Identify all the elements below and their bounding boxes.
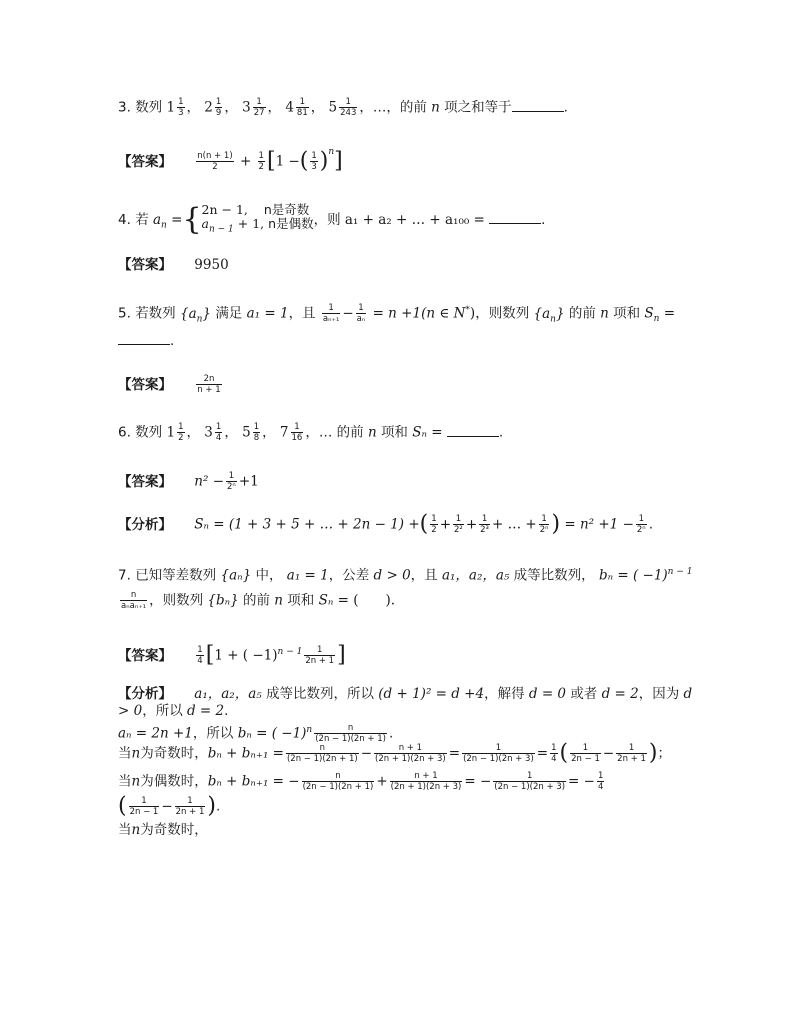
fraction: $\frac{n(n + 1)}{2}$ <box>197 151 233 172</box>
analysis-text: 成等比数列，所以 <box>265 686 374 702</box>
math-op: + … + <box>491 516 537 533</box>
math-var: S <box>644 305 654 322</box>
analysis-text: 为奇数时， <box>140 822 208 838</box>
question-text: ，公差 <box>328 567 370 584</box>
question-text: ，则数列 <box>475 305 530 322</box>
answer-label: 【答案】 <box>118 473 172 490</box>
piecewise-cases: 2n − 1, n是奇数 $a_{n - 1} + 1$, n是偶数 <box>201 202 314 235</box>
mixed-number: 1 $\frac{1}{2}$ <box>166 422 184 443</box>
math-expr: (d + 1)² = d +4 <box>378 686 485 702</box>
math-expr: +1 <box>238 473 259 490</box>
question-5 <box>118 300 675 329</box>
math-var: n <box>274 592 283 609</box>
punctuation: . <box>170 333 175 349</box>
math-expr: Sₙ = (1 + 3 + 5 + … + 2n − 1) + <box>194 516 420 533</box>
answer-7: 【答案】 $\frac{1}{4}$ [1 + ( −1)$^{n - 1}$ $\frac{1}{2n + 1}$ ] <box>118 642 346 668</box>
question-number: 4. <box>118 211 131 228</box>
math-expr: bₙ + bₙ₊₁ = − <box>207 773 300 790</box>
punctuation: . <box>541 211 546 228</box>
question-text: ，且 <box>288 305 316 322</box>
math-seq: {bₙ} <box>207 592 239 609</box>
mixed-number: 4 $\frac{1}{81}$ <box>285 97 308 118</box>
fraction: $\frac{n + 1}{(2n + 1)(2n + 3)}$ <box>390 771 462 792</box>
analysis-text: 当 <box>118 745 132 762</box>
question-6: 6. 数列 1 $\frac{1}{2}$ ， 3 $\frac{1}{4}$ ， 5 $\frac{1}{8}$ ， 7 $\frac{1}{16}$ ，… 的前 n 项和 Sₙ = . <box>118 422 504 443</box>
question-text: 若 <box>135 211 149 228</box>
math-expr: a₁ = 1 <box>246 305 289 322</box>
math-expr: a₁，a₂，a₅ <box>194 686 262 702</box>
question-text: ，… 的前 <box>305 424 364 441</box>
question-text: 项和 <box>613 305 641 322</box>
math-expr: 1 + ( −1) <box>214 647 278 664</box>
question-text: 满足 <box>215 305 243 322</box>
math-expr: ) <box>469 305 476 322</box>
math-op: = − <box>464 773 492 790</box>
math-op: + <box>239 153 252 170</box>
punctuation: . <box>563 99 568 116</box>
fraction: $\frac{2n}{n + 1}$ <box>197 374 221 395</box>
exponent: n − 1 <box>277 647 303 657</box>
analysis-text: 或者 <box>570 686 598 702</box>
subscript: n <box>653 314 660 325</box>
math-expr: a₁ = 1 <box>286 567 329 584</box>
answer-6 <box>118 471 259 492</box>
answer-value: 9950 <box>194 257 229 273</box>
fraction: $\frac{1}{3}$ <box>311 151 317 172</box>
analysis-7-line3 <box>118 720 393 744</box>
punctuation: . <box>224 703 229 719</box>
math-expr: 1 − <box>275 153 300 170</box>
math-expr: a₁，a₂，a₅ <box>441 567 510 584</box>
answer-label: 【答案】 <box>118 153 172 170</box>
question-number: 6. <box>118 424 131 441</box>
fraction: $\frac{1}{\text{2³}}$ <box>480 514 489 535</box>
fraction: n aₙaₙ₊₁ <box>121 590 147 611</box>
fraction: $\frac{1}{\text{2²}}$ <box>454 514 463 535</box>
answer-4 <box>118 255 229 275</box>
question-text: 的前 <box>568 305 596 322</box>
question-text: 若数列 <box>135 305 176 322</box>
math-expr: = n +1(n ∈ N <box>372 305 466 322</box>
question-text: 数列 <box>135 99 163 116</box>
mixed-number: 5 $\frac{1}{243}$ <box>328 97 357 118</box>
math-op: = − <box>568 773 595 790</box>
math-var: n <box>367 424 377 441</box>
fraction: $\frac{1}{4}$ <box>597 771 604 792</box>
math-var: n <box>600 305 609 322</box>
answer-blank <box>447 424 499 437</box>
fraction: $\frac{n}{(2n - 1)(2n + 1)}$ <box>315 723 386 744</box>
analysis-7-line6: ( $\frac{1}{2n - 1}$ − $\frac{1}{2n + 1}$ ). <box>118 793 221 819</box>
answer-3: 【答案】 $\frac{n(n + 1)}{2}$ + $\frac{1}{2}$ [1 −( $\frac{1}{3}$ )$^n$] <box>118 147 343 174</box>
analysis-text: 当 <box>118 773 132 790</box>
question-text: 数列 <box>135 424 163 441</box>
question-text: ，且 <box>410 567 438 584</box>
analysis-7-line7 <box>118 820 208 840</box>
answer-blank <box>118 332 170 345</box>
analysis-text: 当 <box>118 822 132 838</box>
fraction: $\frac{1}{2n + 1}$ <box>305 645 335 666</box>
math-seq: $\{a_n\}$ <box>179 305 212 325</box>
math-expr: bₙ = ( −1) <box>237 725 307 742</box>
question-number: 5. <box>118 305 131 322</box>
analysis-label: 【分析】 <box>118 686 172 702</box>
question-5-blank-line <box>118 331 174 351</box>
analysis-7-line5 <box>118 771 606 792</box>
fraction: $\frac{1}{\text{aₙ₊₁}}$ <box>322 303 340 324</box>
fraction: $\frac{1}{(2n - 1)(2n + 3)}$ <box>494 771 566 792</box>
question-number: 3. <box>118 99 131 116</box>
math-expr: aₙ = 2n +1 <box>118 725 193 742</box>
fraction: $\frac{1}{\text{2ⁿ}}$ <box>539 514 549 535</box>
fraction: $\frac{1}{2n + 1}$ <box>617 743 646 764</box>
fraction: $\frac{1}{\text{2ⁿ}}$ <box>636 514 646 535</box>
analysis-text: ，所以 <box>142 703 183 719</box>
math-expr: d > 0 <box>373 567 411 584</box>
math-op: − <box>161 798 173 815</box>
question-text: ，则 <box>313 211 341 228</box>
answer-paren: ( ). <box>353 592 396 609</box>
fraction: $\frac{1}{2n - 1}$ <box>129 796 159 817</box>
fraction: $\frac{1}{\text{2ⁿ}}$ <box>227 471 236 492</box>
superscript: * <box>465 305 470 315</box>
analysis-text: 为偶数时， <box>140 773 208 790</box>
mixed-number: 3 $\frac{1}{4}$ <box>204 422 222 443</box>
question-number: 7. <box>118 567 131 584</box>
math-op: = <box>448 745 461 762</box>
question-text: 的前 <box>242 592 270 609</box>
question-text: 项和 <box>380 424 408 441</box>
math-expr: d = 0 <box>528 686 567 702</box>
question-text: 项之和等于 <box>444 99 512 116</box>
fraction: $\frac{1}{2}$ <box>431 514 437 535</box>
math-var: n <box>131 745 141 762</box>
fraction: $\frac{1}{4}$ <box>551 743 557 764</box>
punctuation: . <box>388 725 394 742</box>
math-expr: = n² +1 − <box>564 516 634 533</box>
analysis-6: 【分析】 Sₙ = (1 + 3 + 5 + … + 2n − 1) +( $\frac{1}{2}$ + $\frac{1}{\text{2²}}$ + $\frac{1}{\text{2³}}$ + … + $\frac{1}{\text{2ⁿ}}$ ) = n² +1 − $\frac{1}{\text{2ⁿ}}$ . <box>118 511 653 537</box>
fraction: $\frac{1}{(2n - 1)(2n + 3)}$ <box>463 743 534 764</box>
analysis-text: ，所以 <box>192 725 234 742</box>
math-op: = <box>171 211 183 228</box>
fraction: $\frac{1}{2n - 1}$ <box>571 743 600 764</box>
subscript: n <box>161 220 167 231</box>
math-var: a <box>152 211 162 228</box>
punctuation: . <box>498 424 504 441</box>
math-op: + <box>376 773 388 790</box>
question-text: 成等比数列， <box>513 567 595 584</box>
analysis-text: 为奇数时， <box>140 745 208 762</box>
fraction: $\frac{1}{2n + 1}$ <box>175 796 205 817</box>
answer-blank <box>512 99 564 112</box>
fraction: $\frac{1}{2}$ <box>258 151 264 172</box>
math-seq: $\{a_n\}$ <box>533 305 565 325</box>
math-op: = <box>663 305 676 322</box>
fraction: $\frac{n + 1}{(2n + 1)(2n + 3)}$ <box>375 743 446 764</box>
question-3: 3. 数列 1 $\frac{1}{3}$ ， 2 $\frac{1}{9}$ ， 3 $\frac{1}{27}$ ， 4 $\frac{1}{81}$ ， 5 $\frac{1}{243}$ ，…，的前 n 项之和等于 . <box>118 97 568 118</box>
math-expr: Sₙ = <box>318 592 349 609</box>
punctuation: . <box>215 798 221 815</box>
analysis-7-line4: 当n为奇数时，bₙ + bₙ₊₁ = $\frac{n}{(2n - 1)(2n + 1)}$ − $\frac{n + 1}{(2n + 1)(2n + 3)}$ = $\frac{1}{(2n - 1)(2n + 3)}$ = $\frac{1}{4}$ ( $\frac{1}{2n - 1}$ − $\frac{1}{2n + 1}$ )； <box>118 740 671 766</box>
math-var: d <box>683 686 693 702</box>
math-expr: bₙ = ( −1) <box>598 567 668 584</box>
math-var: n <box>131 822 141 838</box>
math-expr: > 0 <box>118 703 143 719</box>
mixed-number: 1 $\frac{1}{3}$ <box>166 97 184 118</box>
punctuation: ； <box>657 745 671 762</box>
question-text: 中， <box>255 567 283 584</box>
math-expr: n² − <box>194 473 225 490</box>
mixed-number: 5 $\frac{1}{8}$ <box>242 422 260 443</box>
math-expr: d = 2 <box>187 703 225 719</box>
math-op: − <box>360 745 373 762</box>
math-expr: d = 2 <box>601 686 639 702</box>
analysis-label: 【分析】 <box>118 516 172 533</box>
math-seq: {aₙ} <box>220 567 252 584</box>
math-expr: a₁ + a₂ + … + a₁₀₀ = <box>344 211 485 228</box>
analysis-text: ，解得 <box>484 686 525 702</box>
exponent: n <box>328 147 335 157</box>
analysis-7-line2 <box>118 701 228 721</box>
question-text: 已知等差数列 <box>135 567 217 584</box>
punctuation: . <box>648 516 653 533</box>
math-var: n <box>431 99 440 116</box>
fraction: $\frac{n}{(2n - 1)(2n + 1)}$ <box>286 743 358 764</box>
mixed-number: 3 $\frac{1}{27}$ <box>242 97 265 118</box>
math-op: = <box>536 745 549 762</box>
mixed-number: 7 $\frac{1}{16}$ <box>279 422 303 443</box>
answer-blank <box>489 211 541 224</box>
answer-label: 【答案】 <box>118 647 172 664</box>
question-7 <box>118 562 692 586</box>
math-expr: Sₙ = <box>412 424 443 441</box>
math-op: − <box>342 305 354 322</box>
math-var: n <box>131 773 141 790</box>
answer-label: 【答案】 <box>118 257 172 273</box>
mixed-number: 2 $\frac{1}{9}$ <box>204 97 222 118</box>
fraction: $\frac{n}{(2n - 1)(2n + 1)}$ <box>302 771 374 792</box>
answer-5 <box>118 374 224 395</box>
question-text: ，则数列 <box>149 592 204 609</box>
analysis-text: ，因为 <box>638 686 680 702</box>
fraction: $\frac{1}{4}$ <box>197 645 203 666</box>
exponent: n − 1 <box>667 567 693 577</box>
answer-label: 【答案】 <box>118 376 172 393</box>
exponent: n <box>306 725 313 735</box>
fraction: $\frac{1}{\text{aₙ}}$ <box>356 303 366 324</box>
question-text: ，…，的前 <box>359 99 427 116</box>
question-7-cont <box>118 590 395 611</box>
question-4: 4. 若 $a_n$ ={ 2n − 1, n是奇数 $a_{n - 1} + 1$, n是偶数 ，则 a₁ + a₂ + … + a₁₀₀ = . <box>118 201 546 237</box>
math-expr: bₙ + bₙ₊₁ = <box>207 745 284 762</box>
question-text: 项和 <box>287 592 315 609</box>
